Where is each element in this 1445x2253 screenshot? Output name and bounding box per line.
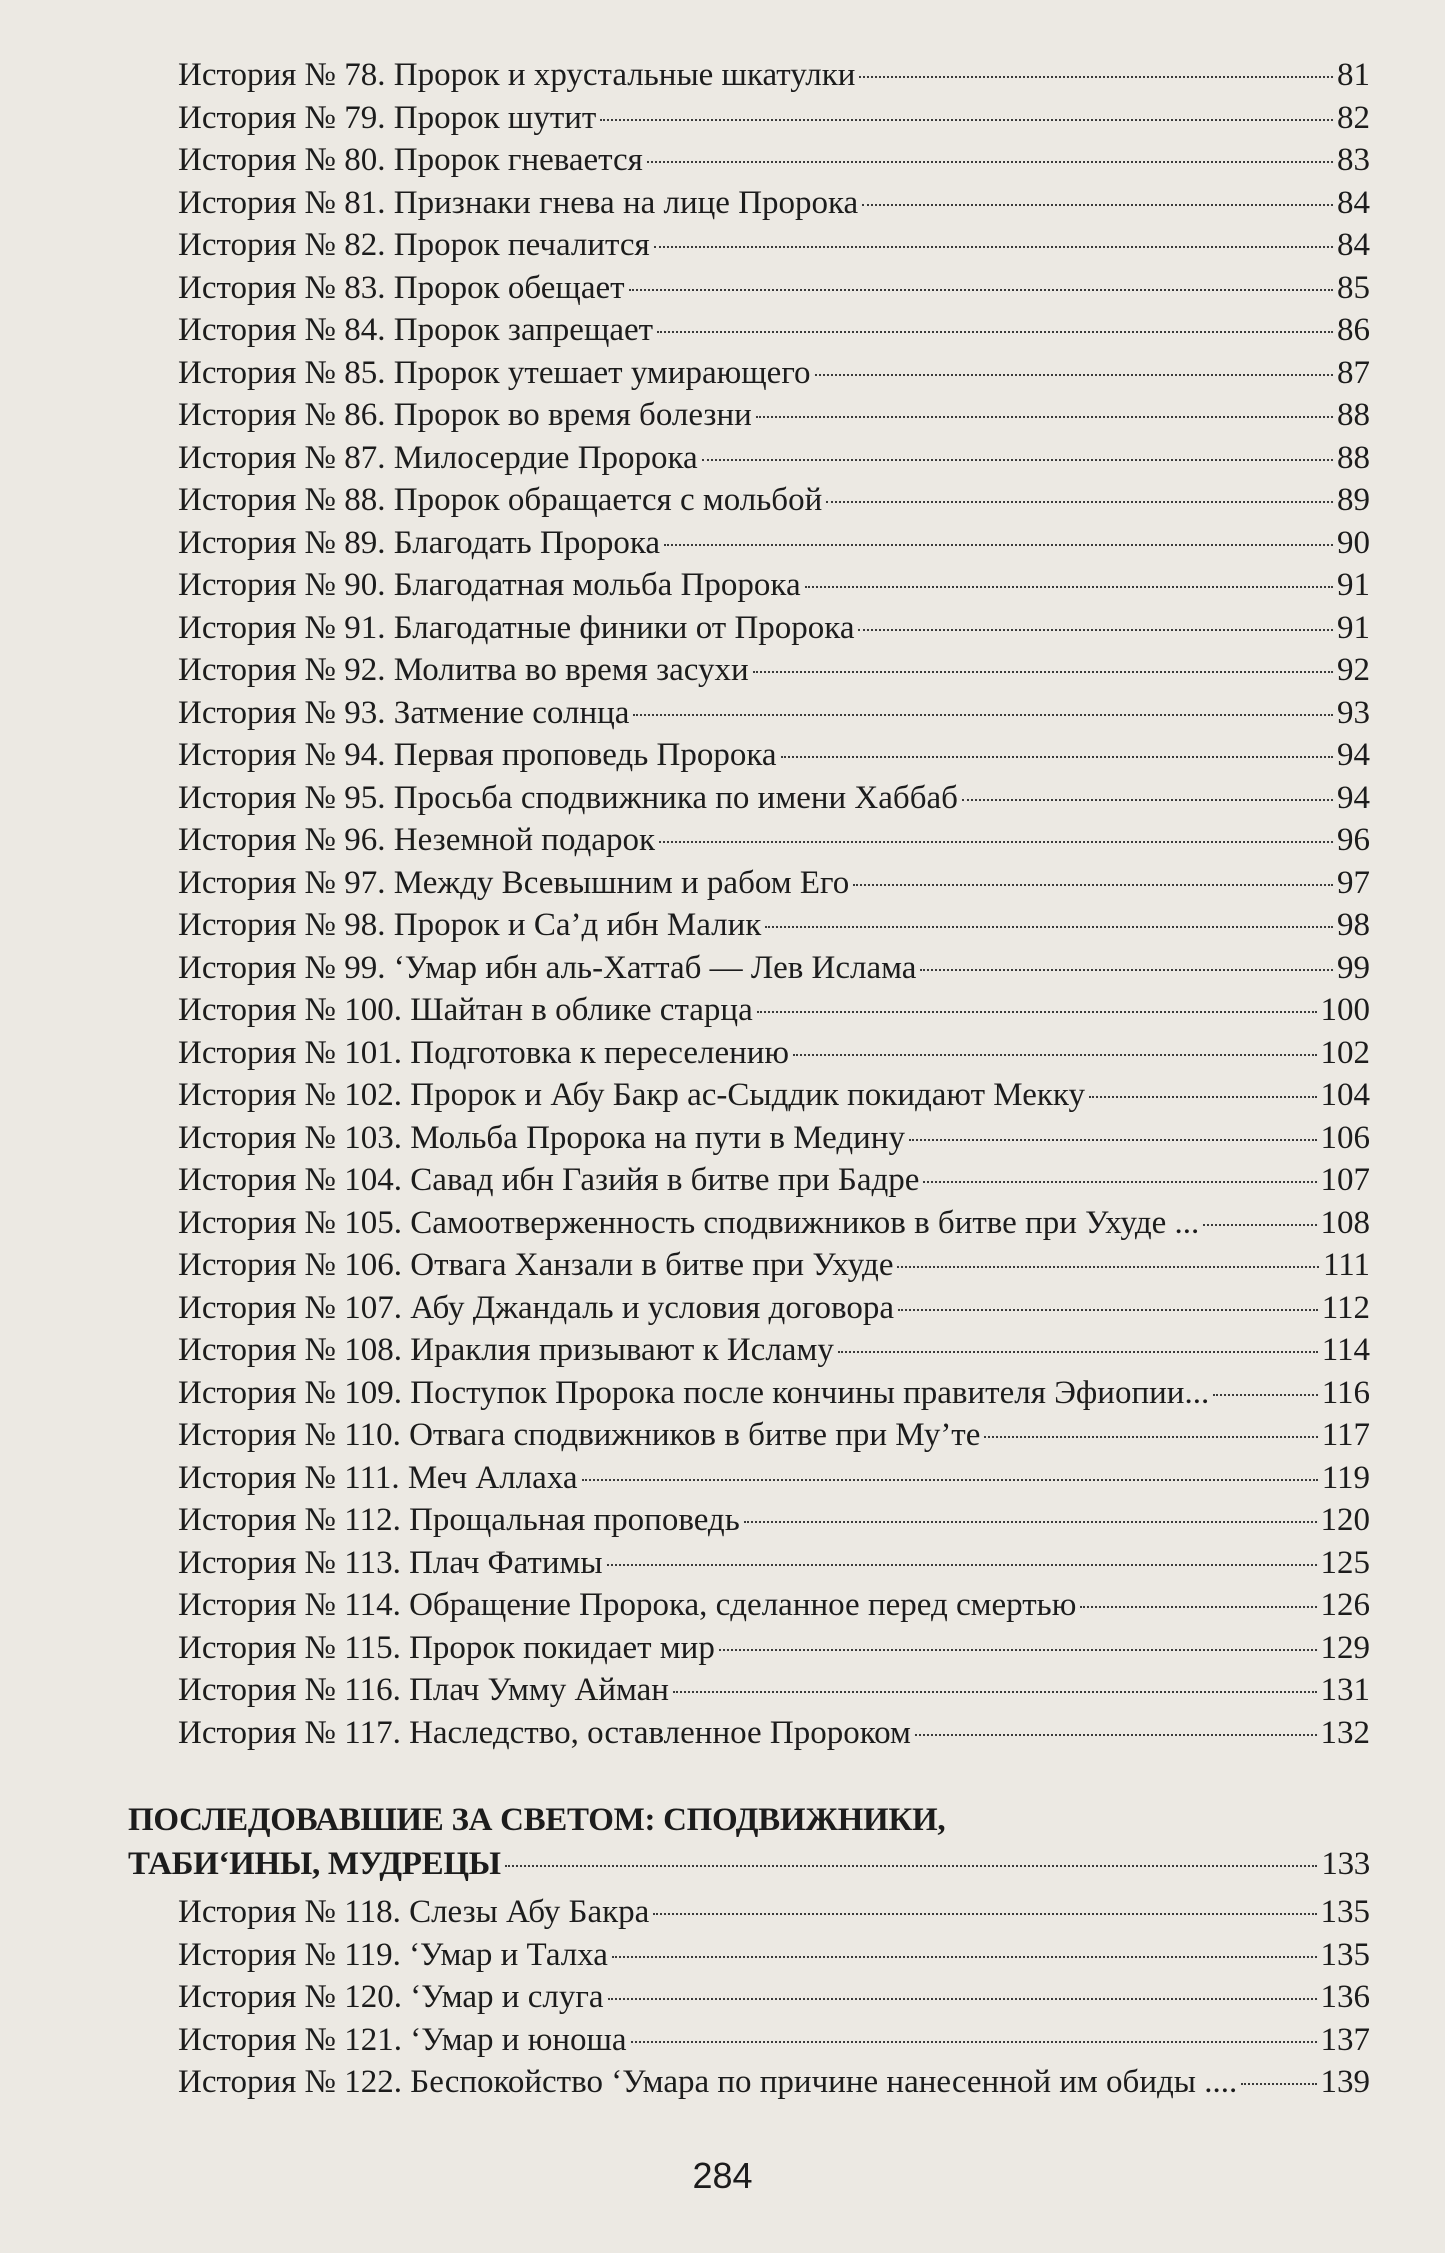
toc-entry-title: История № 98. Пророк и Са’д ибн Малик: [178, 907, 762, 943]
dot-leader: [631, 2041, 1317, 2043]
toc-entry-title: История № 89. Благодать Пророка: [178, 524, 660, 561]
toc-entry-page: 87: [1337, 354, 1370, 391]
toc-entry-page: 91: [1337, 609, 1370, 646]
toc-entry-page: 120: [1320, 1502, 1370, 1538]
toc-entry-page: 82: [1337, 99, 1370, 136]
toc-entry-page: 84: [1337, 184, 1370, 221]
toc-entry-title: История № 117. Наследство, оставленное Пророком: [178, 1714, 911, 1751]
toc-entry: [178, 1542, 1370, 1585]
dot-leader: [923, 1181, 1316, 1183]
toc-entry-page: 132: [1320, 1714, 1370, 1751]
toc-entry: [178, 564, 1370, 607]
toc-entry-title: История № 119. ‘Умар и Талха: [178, 1936, 608, 1973]
toc-entry-title: История № 81. Признаки гнева на лице Пророка: [178, 184, 859, 221]
toc-entry: [178, 2019, 1370, 2062]
toc-entry: [178, 862, 1370, 905]
toc-entry-page: 135: [1320, 1894, 1370, 1930]
toc-list: [178, 54, 1370, 1754]
toc-entry-title: История № 113. Плач Фатимы: [178, 1544, 603, 1581]
dot-leader: [765, 926, 1333, 928]
toc-entry-page: 100: [1320, 992, 1370, 1028]
toc-entry-page: 86: [1337, 312, 1370, 348]
toc-entry-page: 106: [1320, 1119, 1370, 1156]
dot-leader: [612, 1956, 1317, 1958]
toc-entry-title: История № 105. Самоотверженность сподвижников в битве при Ухуде ...: [178, 1204, 1200, 1241]
toc-entry-title: История № 120. ‘Умар и слуга: [178, 1979, 604, 2015]
toc-entry-title: История № 116. Плач Умму Айман: [178, 1672, 669, 1708]
dot-leader: [744, 1521, 1317, 1523]
toc-entry-page: 107: [1320, 1162, 1370, 1198]
dot-leader: [962, 799, 1333, 801]
dot-leader: [815, 374, 1333, 376]
toc-entry-title: История № 112. Прощальная проповедь: [178, 1502, 740, 1538]
toc-entry-title: История № 96. Неземной подарок: [178, 822, 655, 858]
dot-leader: [702, 459, 1333, 461]
toc-entry-page: 98: [1337, 907, 1370, 943]
dot-leader: [654, 246, 1333, 248]
toc-entry-title: История № 92. Молитва во время засухи: [178, 652, 749, 688]
dot-leader: [897, 1266, 1318, 1268]
section-heading-line2-row: [128, 1842, 1370, 1885]
toc-entry-title: История № 87. Милосердие Пророка: [178, 439, 698, 476]
dot-leader: [920, 969, 1333, 971]
toc-entry-title: История № 91. Благодатные финики от Пророка: [178, 609, 855, 646]
toc-entry: [178, 2061, 1370, 2104]
toc-entry: [178, 1287, 1370, 1330]
toc-entry-page: 84: [1337, 227, 1370, 263]
toc-entry-title: История № 82. Пророк печалится: [178, 227, 650, 263]
toc-entry-page: 96: [1337, 822, 1370, 858]
toc-entry: [178, 1032, 1370, 1075]
toc-entry: [178, 1159, 1370, 1202]
toc-entry-page: 99: [1337, 949, 1370, 986]
toc-entry: [178, 309, 1370, 352]
toc-entry: [178, 1372, 1370, 1415]
toc-entry-title: История № 97. Между Всевышним и рабом Его: [178, 864, 850, 901]
toc-entry: [178, 352, 1370, 395]
toc-entry-page: 91: [1337, 567, 1370, 603]
toc-entry-title: История № 110. Отвага сподвижников в битве при Му’те: [178, 1417, 981, 1453]
dot-leader: [664, 544, 1333, 546]
toc-entry-page: 135: [1320, 1936, 1370, 1973]
toc-entry: [178, 1584, 1370, 1627]
toc-entry: [178, 139, 1370, 182]
toc-entry-title: История № 90. Благодатная мольба Пророка: [178, 567, 801, 603]
dot-leader: [781, 756, 1333, 758]
toc-entry-page: 114: [1321, 1332, 1370, 1368]
toc-entry-page: 93: [1337, 694, 1370, 731]
toc-entry-title: История № 94. Первая проповедь Пророка: [178, 737, 777, 773]
dot-leader: [862, 204, 1333, 206]
dot-leader: [633, 714, 1333, 716]
toc-entry-title: История № 86. Пророк во время болезни: [178, 397, 752, 433]
toc-entry-page: 90: [1337, 524, 1370, 561]
toc-entry-title: История № 79. Пророк шутит: [178, 99, 597, 136]
toc-entry-page: 131: [1320, 1672, 1370, 1708]
toc-entry: [178, 1117, 1370, 1160]
toc-entry: [178, 777, 1370, 820]
dot-leader: [898, 1309, 1318, 1311]
toc-entry: [178, 522, 1370, 565]
toc-entry-page: 126: [1320, 1587, 1370, 1623]
dot-leader: [858, 629, 1333, 631]
dot-leader: [659, 841, 1333, 843]
toc-entry: [178, 649, 1370, 692]
toc-entry: [178, 819, 1370, 862]
toc-entry-title: История № 106. Отвага Ханзали в битве при Ухуде: [178, 1247, 894, 1283]
toc-entry-title: История № 93. Затмение солнца: [178, 694, 630, 731]
toc-entry-title: История № 80. Пророк гневается: [178, 142, 643, 178]
dot-leader: [756, 416, 1333, 418]
toc-entry-page: 104: [1320, 1077, 1370, 1113]
toc-entry-page: 94: [1337, 779, 1370, 816]
dot-leader: [753, 671, 1333, 673]
toc-entry-page: 117: [1321, 1417, 1370, 1453]
toc-entry: [178, 437, 1370, 480]
dot-leader: [853, 884, 1333, 886]
toc-entry: [178, 989, 1370, 1032]
dot-leader: [653, 1913, 1316, 1915]
toc-entry-page: 108: [1320, 1204, 1370, 1241]
toc-entry: [178, 1414, 1370, 1457]
toc-entry-title: История № 85. Пророк утешает умирающего: [178, 354, 811, 391]
toc-entry-page: 111: [1322, 1247, 1370, 1283]
toc-entry-page: 125: [1320, 1544, 1370, 1581]
dot-leader: [793, 1054, 1316, 1056]
section-heading-line2: ТАБИ‘ИНЫ, МУДРЕЦЫ: [128, 1846, 501, 1882]
toc-entry: [178, 1712, 1370, 1755]
toc-entry-page: 83: [1337, 142, 1370, 178]
dot-leader: [1241, 2083, 1316, 2085]
toc-entry-title: История № 109. Поступок Пророка после кончины правителя Эфиопии...: [178, 1374, 1210, 1411]
toc-entry-page: 92: [1337, 652, 1370, 688]
toc-entry: [178, 1074, 1370, 1117]
toc-entry-page: 97: [1337, 864, 1370, 901]
toc-entry: [178, 692, 1370, 735]
toc-entry-page: 129: [1320, 1629, 1370, 1666]
toc-entry: [178, 904, 1370, 947]
toc-entry: [178, 54, 1370, 97]
toc-entry-page: 85: [1337, 269, 1370, 306]
dot-leader: [657, 331, 1333, 333]
dot-leader: [673, 1691, 1317, 1693]
dot-leader: [647, 161, 1333, 163]
toc-entry: [178, 734, 1370, 777]
section-heading-line1: ПОСЛЕДОВАВШИЕ ЗА СВЕТОМ: СПОДВИЖНИКИ,: [128, 1802, 946, 1838]
toc-entry: [178, 97, 1370, 140]
toc-entry: [178, 267, 1370, 310]
toc-entry-title: История № 115. Пророк покидает мир: [178, 1629, 715, 1666]
toc-entry-title: История № 122. Беспокойство ‘Умара по причине нанесенной им обиды ....: [178, 2064, 1238, 2100]
dot-leader: [629, 289, 1333, 291]
toc-entry: [178, 1627, 1370, 1670]
toc-entry-title: История № 114. Обращение Пророка, сделанное перед смертью: [178, 1587, 1077, 1623]
toc-entry: [178, 1934, 1370, 1977]
toc-entry-page: 81: [1337, 57, 1370, 93]
toc-entry: [178, 1976, 1370, 2019]
dot-leader: [757, 1011, 1317, 1013]
toc-entry-title: История № 83. Пророк обещает: [178, 269, 625, 306]
toc-entry-title: История № 103. Мольба Пророка на пути в Медину: [178, 1119, 905, 1156]
dot-leader: [600, 119, 1333, 121]
dot-leader: [582, 1479, 1318, 1481]
dot-leader: [505, 1865, 1318, 1867]
toc-entry: [178, 947, 1370, 990]
toc-entry-page: 137: [1320, 2021, 1370, 2058]
toc-entry-title: История № 111. Меч Аллаха: [178, 1459, 578, 1496]
dot-leader: [826, 501, 1333, 503]
dot-leader: [608, 1998, 1317, 2000]
toc-entry-page: 102: [1320, 1034, 1370, 1071]
toc-entry-page: 88: [1337, 439, 1370, 476]
toc-entry: [178, 1457, 1370, 1500]
toc-list-2: [178, 1891, 1370, 2104]
toc-entry: [178, 607, 1370, 650]
toc-entry-page: 89: [1337, 482, 1370, 518]
toc-entry-title: История № 84. Пророк запрещает: [178, 312, 654, 348]
dot-leader: [1213, 1394, 1318, 1396]
toc-entry-page: 112: [1321, 1289, 1370, 1326]
dot-leader: [984, 1436, 1317, 1438]
toc-entry: [178, 1669, 1370, 1712]
toc-entry-title: История № 104. Савад ибн Газийя в битве при Бадре: [178, 1162, 920, 1198]
toc-entry-title: История № 78. Пророк и хрустальные шкатулки: [178, 57, 856, 93]
toc-entry: [178, 1202, 1370, 1245]
page-number: 284: [692, 2155, 753, 2196]
toc-entry-title: История № 100. Шайтан в облике старца: [178, 992, 753, 1028]
dot-leader: [719, 1649, 1317, 1651]
toc-entry: [178, 1499, 1370, 1542]
dot-leader: [909, 1139, 1317, 1141]
toc-entry-title: История № 118. Слезы Абу Бакра: [178, 1894, 650, 1930]
section-page: 133: [1321, 1846, 1370, 1882]
toc-entry-title: История № 99. ‘Умар ибн аль-Хаттаб — Лев Ислама: [178, 949, 917, 986]
toc-entry-page: 139: [1320, 2064, 1370, 2100]
toc-entry: [178, 479, 1370, 522]
dot-leader: [915, 1734, 1317, 1736]
toc-entry: [178, 1891, 1370, 1934]
toc-entry-title: История № 107. Абу Джандаль и условия договора: [178, 1289, 895, 1326]
toc-entry-page: 136: [1320, 1979, 1370, 2015]
dot-leader: [805, 586, 1333, 588]
toc-entry-page: 116: [1321, 1374, 1370, 1411]
toc-entry-page: 88: [1337, 397, 1370, 433]
toc-entry-page: 119: [1321, 1459, 1370, 1496]
dot-leader: [1203, 1224, 1316, 1226]
toc-entry: [178, 182, 1370, 225]
dot-leader: [838, 1351, 1318, 1353]
toc-entry-title: История № 121. ‘Умар и юноша: [178, 2021, 627, 2058]
dot-leader: [859, 76, 1333, 78]
toc-entry: [178, 1244, 1370, 1287]
toc-entry-title: История № 108. Ираклия призывают к Исламу: [178, 1332, 834, 1368]
toc-entry-title: История № 95. Просьба сподвижника по имени Хаббаб: [178, 779, 958, 816]
dot-leader: [1080, 1606, 1316, 1608]
toc-entry: [178, 1329, 1370, 1372]
toc-entry-title: История № 101. Подготовка к переселению: [178, 1034, 790, 1071]
toc-entry-title: История № 102. Пророк и Абу Бакр ас-Сыддик покидают Мекку: [178, 1077, 1085, 1113]
toc-entry: [178, 394, 1370, 437]
toc-entry-title: История № 88. Пророк обращается с мольбой: [178, 482, 823, 518]
toc-entry-page: 94: [1337, 737, 1370, 773]
dot-leader: [1089, 1096, 1317, 1098]
section-heading: [128, 1798, 1370, 1885]
dot-leader: [607, 1564, 1317, 1566]
toc-entry: [178, 224, 1370, 267]
